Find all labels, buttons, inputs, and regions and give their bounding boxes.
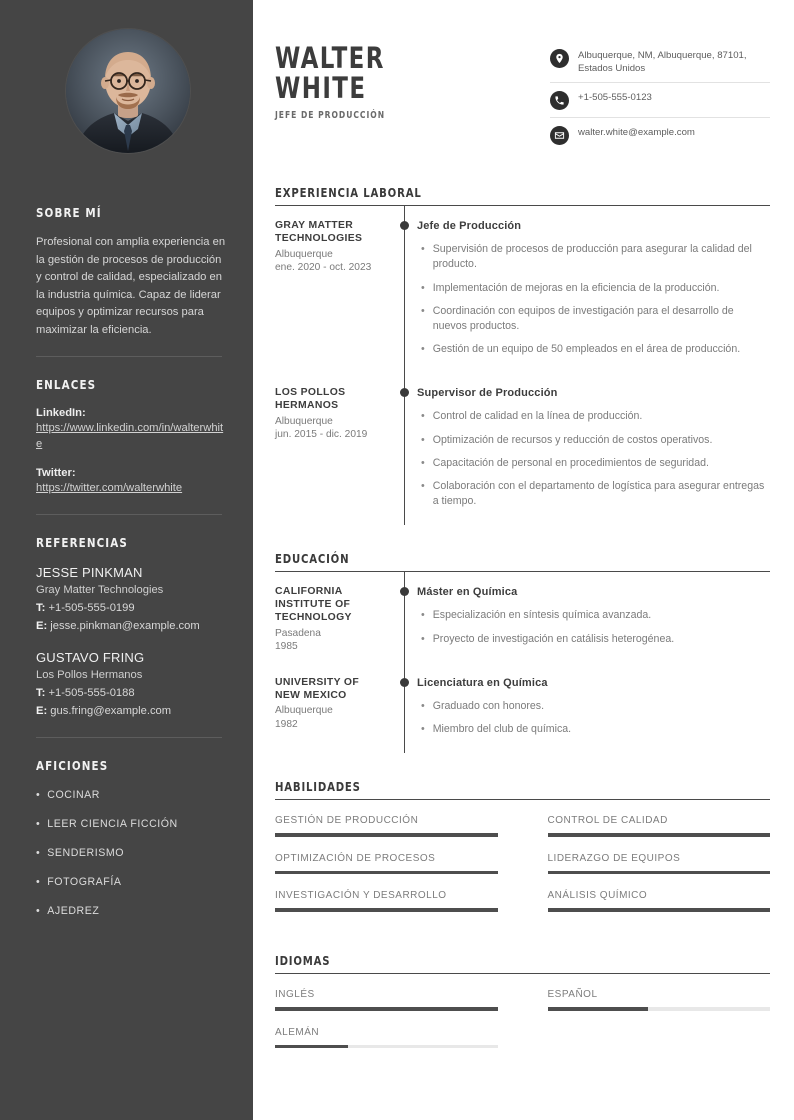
- bullet-text: Coordinación con equipos de investigación para el desarrollo de nuevos productos.: [432, 304, 734, 332]
- skill-track: [275, 871, 498, 875]
- entry-dates: ene. 2020 - oct. 2023: [275, 262, 372, 274]
- reference-phone: [36, 686, 229, 702]
- language-item: [548, 988, 771, 1011]
- divider: [36, 737, 222, 738]
- skill-item: [548, 814, 771, 837]
- entry-org: LOS POLLOS HERMANOS: [275, 387, 346, 412]
- bullet-text: Implementación de mejoras en la eficiencia de la producción.: [432, 281, 720, 294]
- bullet-item: [417, 456, 770, 471]
- bullet-dot-icon: •: [36, 788, 41, 801]
- entry-location: Albuquerque: [275, 705, 333, 717]
- references-heading: REFERENCIAS: [36, 534, 128, 550]
- section-references: [36, 535, 229, 738]
- skill-fill: [548, 833, 771, 837]
- entry-meta: [275, 206, 395, 373]
- timeline-dot-icon: [400, 678, 409, 687]
- entry-role: Máster en Química: [417, 586, 518, 599]
- bullet-text: Proyecto de investigación en catálisis heterogénea.: [432, 632, 675, 645]
- skill-fill: [548, 908, 771, 912]
- link-url-linkedin[interactable]: https://www.linkedin.com/in/walterwhite: [36, 422, 224, 450]
- divider: [36, 356, 222, 357]
- phone-label: T:: [36, 601, 46, 614]
- job-title: JEFE DE PRODUCCIÓN: [275, 110, 386, 121]
- timeline-rail: [395, 373, 417, 525]
- bullet-dot-icon: •: [421, 243, 425, 256]
- sidebar: [0, 0, 253, 1120]
- skill-label: INVESTIGACIÓN Y DESARROLLO: [275, 890, 447, 902]
- bullet-item: [417, 304, 770, 334]
- timeline-dot-icon: [400, 388, 409, 397]
- bullet-dot-icon: •: [36, 817, 41, 830]
- language-fill: [275, 1007, 498, 1011]
- bullet-dot-icon: •: [421, 699, 425, 712]
- timeline-line: [404, 206, 405, 373]
- section-rule: [275, 973, 770, 974]
- entry-bullets: [417, 242, 770, 357]
- phone-value: +1-505-555-0199: [48, 601, 135, 614]
- email-value: jesse.pinkman@example.com: [50, 620, 200, 632]
- email-label: E:: [36, 620, 48, 632]
- reference-email: [36, 704, 229, 720]
- bullet-item: [417, 608, 770, 623]
- bullet-dot-icon: •: [421, 343, 425, 356]
- entry-org: UNIVERSITY OF NEW MEXICO: [275, 676, 360, 701]
- bullet-dot-icon: •: [421, 410, 425, 423]
- entry-org: CALIFORNIA INSTITUTE OF TECHNOLOGY: [275, 586, 352, 624]
- hobby-label: SENDERISMO: [47, 846, 124, 859]
- language-fill: [275, 1045, 348, 1049]
- email-value: gus.fring@example.com: [50, 705, 172, 717]
- entry-body: [417, 206, 770, 373]
- hobby-label: FOTOGRAFÍA: [47, 875, 122, 888]
- skill-item: [275, 852, 498, 875]
- reference-org: Gray Matter Technologies: [36, 583, 164, 596]
- entry-role: Supervisor de Producción: [417, 387, 558, 400]
- skill-item: [548, 852, 771, 875]
- entry-body: [417, 663, 770, 753]
- section-about: [36, 205, 229, 357]
- reference-item: [36, 649, 229, 720]
- entry-role: Jefe de Producción: [417, 220, 522, 233]
- reference-org: Los Pollos Hermanos: [36, 668, 143, 681]
- skill-fill: [275, 908, 498, 912]
- list-item: [36, 904, 229, 918]
- education-entry: [275, 572, 770, 662]
- entry-location: Pasadena: [275, 627, 321, 639]
- entry-bullets: [417, 409, 770, 509]
- bullet-dot-icon: •: [421, 281, 425, 294]
- timeline-dot-icon: [400, 221, 409, 230]
- about-text: Profesional con amplia experiencia en la gestión de procesos de producción y control de calidad, especializado en la industria química. Capaz de liderar equipos y optimizar recursos para maximizar la eficiencia.: [36, 236, 226, 336]
- skill-item: [275, 814, 498, 837]
- avatar: [66, 29, 190, 153]
- bullet-dot-icon: •: [421, 456, 425, 469]
- first-name: WALTER: [275, 41, 385, 75]
- languages-grid: [275, 988, 770, 1063]
- skill-fill: [275, 833, 498, 837]
- contact-list: [550, 30, 770, 159]
- entry-body: [417, 572, 770, 662]
- entry-dates: 1985: [275, 641, 298, 653]
- entry-meta: [275, 373, 395, 525]
- bullet-item: [417, 281, 770, 296]
- bullet-text: Gestión de un equipo de 50 empleados en el área de producción.: [432, 343, 741, 356]
- bullet-text: Especialización en síntesis química avanzada.: [432, 609, 652, 622]
- skill-fill: [548, 871, 771, 875]
- link-url-twitter[interactable]: https://twitter.com/walterwhite: [36, 482, 183, 494]
- list-item: [36, 788, 229, 802]
- section-links: [36, 377, 229, 515]
- skills-grid: [275, 814, 770, 927]
- email-label: E:: [36, 705, 48, 717]
- languages-heading: IDIOMAS: [275, 953, 331, 969]
- hobby-label: LEER CIENCIA FICCIÓN: [47, 817, 178, 830]
- timeline-line: [404, 663, 405, 753]
- bullet-dot-icon: •: [36, 904, 41, 917]
- section-education: [275, 551, 770, 753]
- timeline-dot-icon: [400, 587, 409, 596]
- language-item: [275, 988, 498, 1011]
- address-text: Albuquerque, NM, Albuquerque, 87101, Estados Unidos: [578, 50, 747, 74]
- skill-track: [548, 908, 771, 912]
- skill-label: OPTIMIZACIÓN DE PROCESOS: [275, 852, 436, 864]
- bullet-item: [417, 699, 770, 714]
- reference-name: GUSTAVO FRING: [36, 649, 145, 665]
- bullet-dot-icon: •: [421, 480, 425, 493]
- skill-label: ANÁLISIS QUÍMICO: [547, 890, 648, 902]
- entry-bullets: [417, 608, 770, 646]
- skill-item: [275, 889, 498, 912]
- language-item: [275, 1026, 498, 1049]
- education-heading: EDUCACIÓN: [275, 551, 350, 567]
- bullet-text: Optimización de recursos y reducción de costos operativos.: [432, 433, 713, 446]
- skill-item: [548, 889, 771, 912]
- section-experience: [275, 185, 770, 525]
- main-content: [253, 0, 794, 1120]
- bullet-item: [417, 409, 770, 424]
- entry-location: Albuquerque: [275, 416, 333, 427]
- bullet-item: [417, 632, 770, 647]
- language-label: ESPAÑOL: [547, 989, 598, 1001]
- divider: [36, 514, 222, 515]
- list-item: [36, 875, 229, 889]
- bullet-item: [417, 722, 770, 737]
- last-name: WHITE: [275, 71, 367, 105]
- education-entry: [275, 663, 770, 753]
- skills-heading: HABILIDADES: [275, 779, 361, 795]
- experience-entry: [275, 373, 770, 525]
- skill-track: [548, 833, 771, 837]
- link-item: [36, 466, 229, 497]
- experience-entry: [275, 206, 770, 373]
- list-item: [36, 846, 229, 860]
- reference-email: [36, 619, 229, 635]
- skill-label: LIDERAZGO DE EQUIPOS: [547, 852, 681, 864]
- timeline-rail: [395, 572, 417, 662]
- bullet-dot-icon: •: [421, 723, 425, 736]
- profile-photo-wrap: [36, 0, 229, 153]
- bullet-text: Graduado con honores.: [432, 699, 545, 712]
- bullet-item: [417, 479, 770, 509]
- hobby-label: AJEDREZ: [47, 904, 100, 917]
- skill-fill: [275, 871, 498, 875]
- about-heading: SOBRE MÍ: [36, 205, 102, 220]
- skill-label: GESTIÓN DE PRODUCCIÓN: [275, 815, 419, 827]
- bullet-item: [417, 433, 770, 448]
- entry-dates: 1982: [275, 718, 298, 730]
- timeline-line: [404, 572, 405, 662]
- language-label: ALEMÁN: [275, 1026, 320, 1038]
- entry-meta: [275, 572, 395, 662]
- link-item: [36, 406, 229, 452]
- bullet-dot-icon: •: [421, 609, 425, 622]
- phone-label: T:: [36, 686, 46, 699]
- bullet-dot-icon: •: [421, 433, 425, 446]
- language-track: [275, 1045, 498, 1049]
- language-track: [548, 1007, 771, 1011]
- bullet-dot-icon: •: [36, 846, 41, 859]
- entry-location: Albuquerque: [275, 248, 333, 260]
- link-label-twitter: Twitter:: [36, 467, 76, 479]
- hobbies-heading: AFICIONES: [36, 757, 109, 773]
- reference-item: [36, 564, 229, 635]
- contact-address: [550, 48, 770, 83]
- bullet-dot-icon: •: [421, 632, 425, 645]
- phone-icon: [550, 91, 569, 110]
- skill-label: CONTROL DE CALIDAD: [547, 815, 668, 827]
- section-skills: [275, 779, 770, 927]
- contact-phone: [550, 90, 770, 118]
- reference-name: JESSE PINKMAN: [36, 564, 143, 580]
- name-block: [275, 30, 400, 121]
- link-label-linkedin: LinkedIn:: [36, 407, 86, 419]
- timeline-rail: [395, 663, 417, 753]
- bullet-text: Miembro del club de química.: [432, 723, 572, 736]
- entry-meta: [275, 663, 395, 753]
- portrait-illustration: [66, 29, 190, 153]
- bullet-text: Control de calidad en la línea de producción.: [432, 410, 643, 423]
- section-rule: [275, 799, 770, 800]
- section-hobbies: [36, 758, 229, 918]
- bullet-text: Capacitación de personal en procedimientos de seguridad.: [432, 456, 709, 469]
- bullet-item: [417, 242, 770, 272]
- experience-heading: EXPERIENCIA LABORAL: [275, 185, 422, 201]
- reference-phone: [36, 601, 229, 617]
- skill-track: [275, 833, 498, 837]
- list-item: [36, 817, 229, 831]
- entry-dates: jun. 2015 - dic. 2019: [275, 429, 368, 441]
- entry-bullets: [417, 699, 770, 737]
- section-languages: [275, 953, 770, 1063]
- entry-body: [417, 373, 770, 525]
- entry-org: GRAY MATTER TECHNOLOGIES: [275, 220, 363, 244]
- bullet-item: [417, 342, 770, 357]
- envelope-icon: [550, 126, 569, 145]
- bullet-text: Colaboración con el departamento de logística para asegurar entregas a tiempo.: [432, 480, 765, 508]
- resume-header: [275, 30, 770, 159]
- email-text: walter.white@example.com: [578, 127, 695, 139]
- language-fill: [548, 1007, 648, 1011]
- entry-role: Licenciatura en Química: [417, 676, 548, 689]
- links-heading: ENLACES: [36, 377, 97, 392]
- hobby-label: COCINAR: [47, 788, 100, 801]
- bullet-text: Supervisión de procesos de producción para asegurar la calidad del producto.: [432, 243, 752, 271]
- location-pin-icon: [550, 49, 569, 68]
- phone-value: +1-505-555-0188: [48, 686, 135, 699]
- contact-email: [550, 125, 770, 152]
- bullet-dot-icon: •: [36, 875, 41, 888]
- language-label: INGLÉS: [275, 989, 315, 1001]
- bullet-dot-icon: •: [421, 304, 425, 317]
- language-track: [275, 1007, 498, 1011]
- phone-text: +1-505-555-0123: [578, 92, 652, 104]
- timeline-rail: [395, 206, 417, 373]
- skill-track: [548, 871, 771, 875]
- skill-track: [275, 908, 498, 912]
